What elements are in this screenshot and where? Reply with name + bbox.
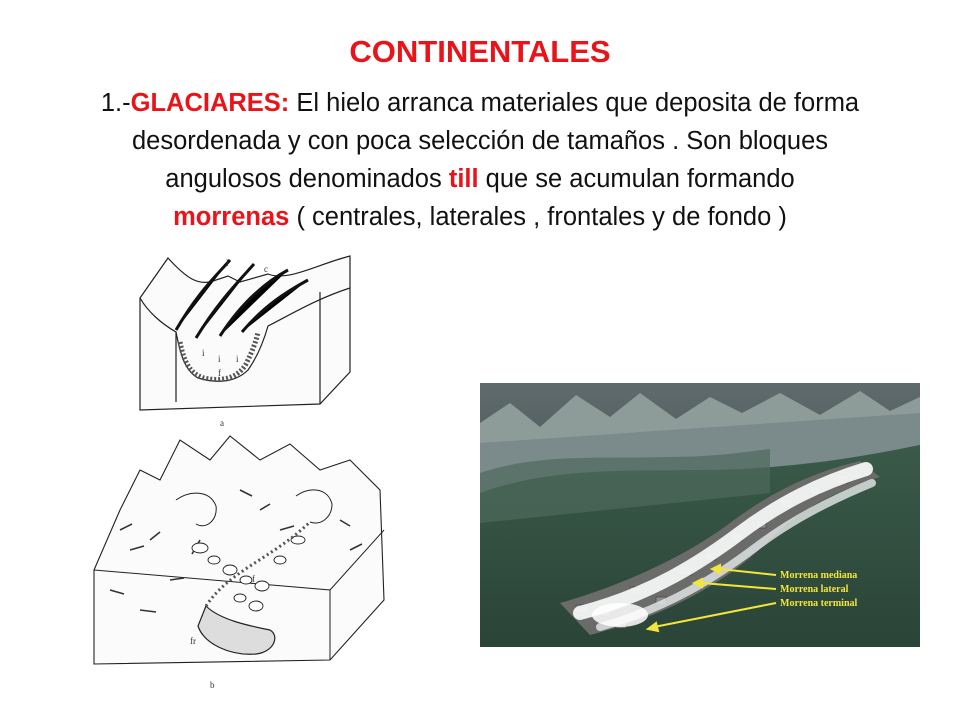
term-morrenas: morrenas bbox=[173, 203, 290, 231]
line-3-text-after: que se acumulan formando bbox=[478, 165, 795, 193]
label-l: l bbox=[226, 258, 229, 268]
caption-a: a bbox=[220, 418, 224, 428]
paragraph-line-1 bbox=[40, 84, 920, 122]
label-c: c bbox=[264, 264, 268, 274]
label-fr: fr bbox=[190, 636, 196, 646]
moraine-illustration bbox=[480, 383, 920, 647]
label-f-b: f bbox=[252, 574, 255, 584]
label-i-3: i bbox=[236, 354, 239, 364]
label-i-2: i bbox=[218, 354, 221, 364]
term-till: till bbox=[448, 165, 479, 193]
glacier-moraine-block-diagram bbox=[80, 430, 390, 692]
paragraph-line-2: desordenada y con poca selección de tamaños . Son bloques bbox=[131, 127, 829, 155]
list-number: 1.- bbox=[100, 89, 131, 117]
glacier-cross-section-diagram bbox=[118, 252, 358, 430]
label-i-1: i bbox=[202, 348, 205, 358]
photo-label-morrena-lateral: Morrena lateral bbox=[780, 584, 849, 595]
line-3-text-before: angulosos denominados bbox=[165, 165, 449, 193]
photo-label-morrena-terminal: Morrena terminal bbox=[780, 598, 858, 609]
line-1-text: El hielo arranca materiales que deposita de forma bbox=[289, 89, 860, 117]
paragraph-line-3 bbox=[40, 160, 920, 198]
glaciares-paragraph bbox=[40, 84, 920, 236]
term-glaciares: GLACIARES: bbox=[130, 89, 290, 117]
photo-label-morrena-mediana: Morrena mediana bbox=[780, 570, 858, 581]
label-f: f bbox=[218, 368, 221, 378]
slide-title: CONTINENTALES bbox=[349, 34, 611, 69]
line-4-text: ( centrales, laterales , frontales y de fondo ) bbox=[289, 203, 787, 231]
paragraph-line-4 bbox=[40, 198, 920, 236]
caption-b: b bbox=[210, 680, 215, 690]
